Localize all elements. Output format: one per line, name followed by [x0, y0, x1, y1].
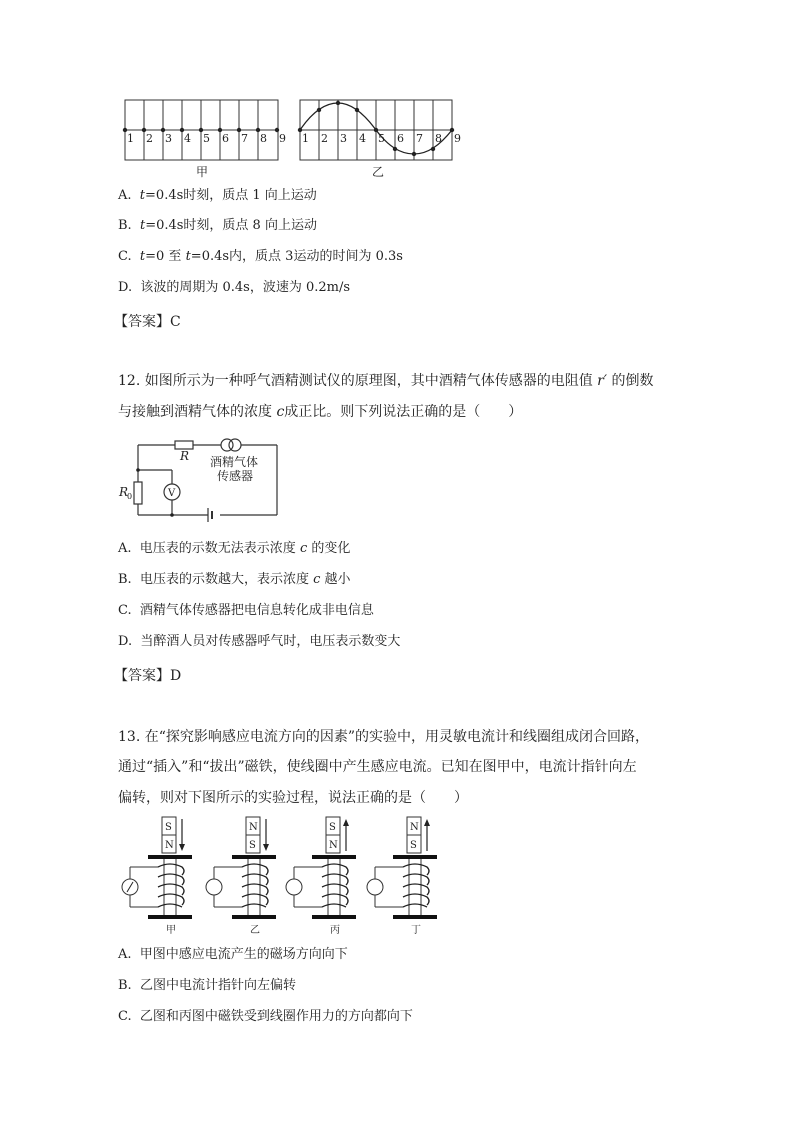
wave-left-num-8: 8	[260, 132, 267, 145]
option-text: =0 至	[145, 249, 186, 264]
apparatus-label: 甲	[166, 925, 176, 935]
wave-right-num-5: 5	[378, 132, 385, 145]
wave-left-num-7: 7	[241, 132, 248, 145]
option-var: c	[313, 572, 321, 587]
q11-option-a	[118, 187, 317, 205]
magnet-bottom-pole: S	[249, 840, 256, 851]
wave-right-num-3: 3	[340, 132, 347, 145]
magnet-bottom-pole: N	[165, 840, 174, 851]
stem-text: 12. 如图所示为一种呼气酒精测试仪的原理图，其中酒精气体传感器的电阻值	[118, 373, 598, 389]
option-letter: D.	[118, 634, 133, 649]
stem-var: c	[276, 404, 285, 420]
q13-option-c	[118, 1008, 413, 1026]
induction-figure	[0, 815, 794, 935]
q12-option-a	[118, 540, 350, 558]
q13-stem-line1: 13. 在“探究影响感应电流方向的因素”的实验中，用灵敏电流计和线圈组成闭合回路，	[118, 729, 650, 745]
option-letter: C.	[118, 249, 132, 264]
apparatus-ding	[367, 817, 437, 935]
magnet-top-pole: N	[410, 822, 419, 833]
q12-option-b	[118, 571, 351, 589]
sensor-label-line2: 传感器	[217, 469, 254, 483]
option-text: 乙图中电流计指针向左偏转	[139, 978, 296, 993]
wave-right-num-6: 6	[397, 132, 404, 145]
option-letter: B.	[118, 218, 132, 233]
breathalyzer-circuit	[0, 430, 794, 530]
apparatus-label: 丁	[411, 925, 421, 935]
magnet-bottom-pole: N	[329, 840, 338, 851]
q11-option-d	[118, 279, 350, 297]
option-letter: A.	[118, 188, 132, 203]
option-text: 甲图中感应电流产生的磁场方向向下	[139, 947, 348, 962]
option-text: =0.4s时刻，质点 8 向上运动	[145, 218, 317, 233]
q12-stem-line1	[118, 371, 654, 391]
option-text: 该波的周期为 0.4s，波速为 0.2m/s	[140, 280, 351, 295]
resistor-r0	[134, 482, 142, 504]
option-letter: C.	[118, 1009, 132, 1024]
stem-var: r′	[597, 373, 608, 389]
wave-left-num-5: 5	[203, 132, 210, 145]
wave-right-num-1: 1	[302, 132, 309, 145]
option-letter: D.	[118, 280, 133, 295]
option-text: 乙图和丙图中磁铁受到线圈作用力的方向都向下	[139, 1009, 413, 1024]
wave-left-num-2: 2	[146, 132, 153, 145]
apparatus-bing	[286, 817, 356, 935]
wave-label-right: 乙	[372, 165, 385, 179]
wave-right-num-2: 2	[321, 132, 328, 145]
stem-text: 的倒数	[607, 373, 654, 389]
apparatus-jia	[122, 817, 192, 935]
option-letter: A.	[118, 947, 132, 962]
option-var: t	[139, 249, 146, 264]
voltmeter-label: V	[168, 488, 176, 499]
r0-label: R	[119, 485, 129, 499]
apparatus-label: 乙	[250, 925, 260, 935]
sensor-label-line1: 酒精气体	[210, 455, 259, 469]
q11-option-b	[118, 217, 317, 235]
option-var: t	[185, 249, 191, 264]
option-text: 电压表的示数无法表示浓度	[139, 541, 300, 556]
option-text: =0.4s时刻，质点 1 向上运动	[145, 188, 317, 203]
apparatus-yi	[206, 817, 276, 935]
q12-stem-line2	[118, 402, 522, 422]
option-text: 当醉酒人员对传感器呼气时，电压表示数变大	[140, 634, 401, 649]
wave-right-num-8: 8	[435, 132, 442, 145]
q11-answer: 【答案】C	[114, 314, 181, 330]
wave-right-num-4: 4	[359, 132, 366, 145]
wave-right-num-9: 9	[454, 132, 461, 145]
resistor-r	[175, 441, 193, 449]
r-label: R	[180, 449, 190, 463]
option-letter: A.	[118, 541, 132, 556]
wave-left-num-1: 1	[127, 132, 134, 145]
q11-option-c	[118, 248, 403, 266]
option-letter: B.	[118, 572, 132, 587]
wave-left-num-4: 4	[184, 132, 191, 145]
stem-text: 与接触到酒精气体的浓度	[118, 404, 277, 420]
q12-option-d	[118, 633, 400, 651]
q12-answer: 【答案】D	[114, 668, 182, 684]
q13-option-b	[118, 977, 296, 995]
option-text: 电压表的示数越大，表示浓度	[139, 572, 314, 587]
q13-stem-line3: 偏转，则对下图所示的实验过程，说法正确的是（ ）	[118, 790, 468, 806]
wave-left-num-9: 9	[279, 132, 286, 145]
stem-text: 成正比。则下列说法正确的是（ ）	[284, 404, 523, 420]
wave-right-num-7: 7	[416, 132, 423, 145]
wave-label-left: 甲	[196, 165, 209, 179]
q13-stem-line2: 通过“插入”和“拔出”磁铁，使线圈中产生感应电流。已知在图甲中，电流计指针向左	[118, 759, 637, 775]
wave-figure	[0, 0, 794, 190]
option-var: c	[299, 541, 308, 556]
magnet-top-pole: S	[165, 822, 172, 833]
wave-left-num-6: 6	[222, 132, 229, 145]
option-text: 越小	[320, 572, 351, 587]
magnet-bottom-pole: S	[410, 840, 417, 851]
option-text: 的变化	[307, 541, 351, 556]
magnet-top-pole: S	[329, 822, 336, 833]
option-letter: C.	[118, 603, 132, 618]
q12-option-c	[118, 602, 374, 620]
option-text: =0.4s内，质点 3运动的时间为 0.3s	[190, 249, 403, 264]
wave-left-num-3: 3	[165, 132, 172, 145]
option-var: t	[139, 188, 146, 203]
apparatus-label: 丙	[330, 925, 340, 935]
q13-option-a	[118, 946, 348, 964]
magnet-top-pole: N	[249, 822, 258, 833]
option-text: 酒精气体传感器把电信息转化成非电信息	[139, 603, 374, 618]
option-var: t	[139, 218, 146, 233]
r0-subscript: 0	[127, 492, 133, 501]
option-letter: B.	[118, 978, 132, 993]
